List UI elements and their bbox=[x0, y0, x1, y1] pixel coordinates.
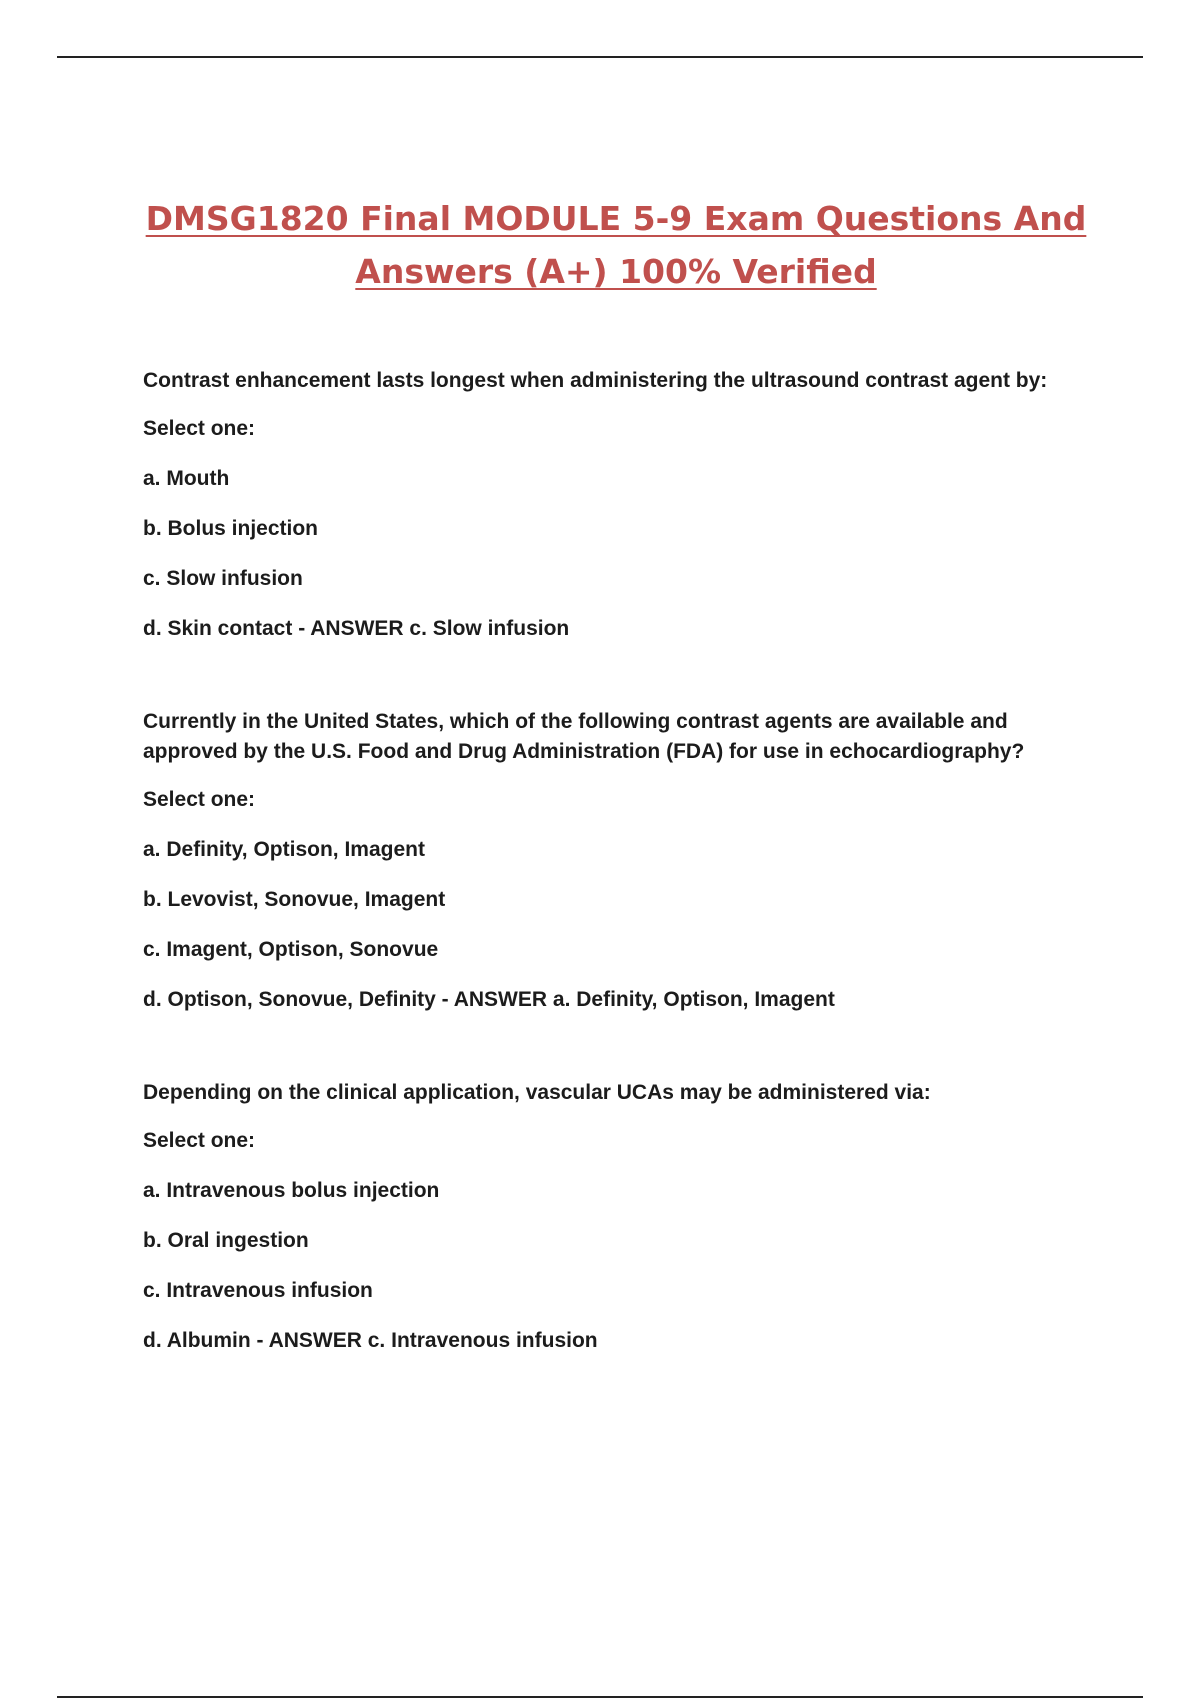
option-c: c. Slow infusion bbox=[143, 567, 303, 590]
top-rule bbox=[57, 56, 1143, 58]
option-c: c. Imagent, Optison, Sonovue bbox=[143, 938, 439, 961]
question-list bbox=[143, 366, 1103, 1356]
option-b: b. Levovist, Sonovue, Imagent bbox=[143, 888, 446, 911]
document-title bbox=[0, 192, 1200, 298]
title-line-2: Answers (A+) 100% Verified bbox=[355, 252, 877, 291]
option-b: b. Bolus injection bbox=[143, 517, 319, 540]
option-b: b. Oral ingestion bbox=[143, 1229, 309, 1252]
select-one-label: Select one: bbox=[143, 417, 256, 440]
option-a: a. Definity, Optison, Imagent bbox=[143, 838, 425, 861]
question-block-2 bbox=[143, 707, 1103, 1015]
bottom-rule bbox=[57, 1696, 1143, 1698]
option-a: a. Intravenous bolus injection bbox=[143, 1179, 440, 1202]
question-text: Currently in the United States, which of the following contrast agents are available and approved by the U.S. Food and Drug Administration (FDA) for use in echocardiography? bbox=[143, 710, 1025, 763]
option-d-answer: d. Optison, Sonovue, Definity - ANSWER a. Definity, Optison, Imagent bbox=[143, 988, 835, 1011]
question-block-1 bbox=[143, 366, 1103, 644]
option-d-answer: d. Albumin - ANSWER c. Intravenous infusion bbox=[143, 1329, 598, 1352]
question-text: Contrast enhancement lasts longest when administering the ultrasound contrast agent by: bbox=[143, 369, 1048, 392]
title-line-1: DMSG1820 Final MODULE 5-9 Exam Questions And bbox=[145, 199, 1087, 238]
option-c: c. Intravenous infusion bbox=[143, 1279, 373, 1302]
question-text: Depending on the clinical application, vascular UCAs may be administered via: bbox=[143, 1081, 931, 1104]
option-a: a. Mouth bbox=[143, 467, 230, 490]
option-d-answer: d. Skin contact - ANSWER c. Slow infusion bbox=[143, 617, 570, 640]
question-block-3 bbox=[143, 1078, 1103, 1356]
select-one-label: Select one: bbox=[143, 788, 256, 811]
select-one-label: Select one: bbox=[143, 1129, 256, 1152]
